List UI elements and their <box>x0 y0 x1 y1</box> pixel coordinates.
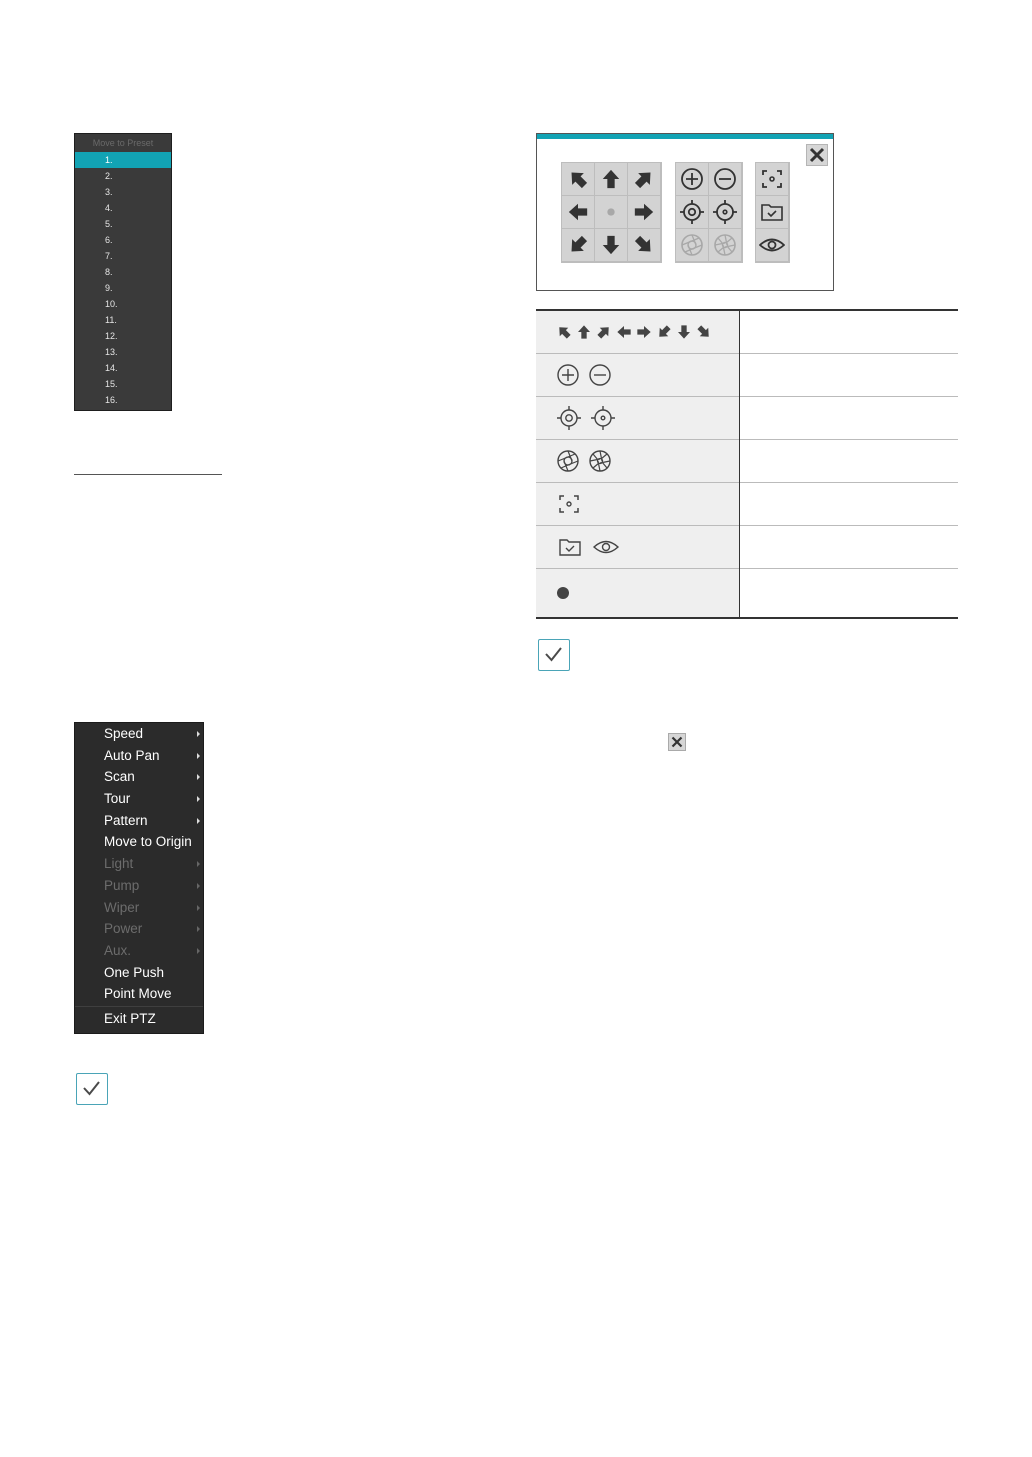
preset-item[interactable]: 4. <box>105 203 113 213</box>
submenu-arrow-icon <box>197 774 200 780</box>
submenu-arrow-icon <box>197 926 200 932</box>
table-row <box>536 354 958 397</box>
preset-item[interactable]: 3. <box>105 187 113 197</box>
table-row <box>536 440 958 483</box>
menu-item-pattern[interactable] <box>75 810 203 832</box>
menu-item-exit-ptz[interactable]: Exit PTZ <box>104 1010 156 1026</box>
zoom-in-icon[interactable] <box>676 163 709 196</box>
arrow-up-left-icon[interactable] <box>562 163 595 196</box>
iris-open-icon <box>556 449 580 473</box>
submenu-arrow-icon <box>197 905 200 911</box>
direction-pad <box>561 162 662 263</box>
arrow-down-icon[interactable] <box>595 229 628 262</box>
menu-item-label: Speed <box>104 726 144 741</box>
table-row <box>536 526 958 569</box>
submenu-arrow-icon <box>197 731 200 737</box>
preset-item[interactable]: 6. <box>105 235 113 245</box>
move-to-preset-menu <box>74 133 172 411</box>
iris-close-icon <box>709 229 742 262</box>
center-dot-icon[interactable] <box>595 196 628 229</box>
iris-close-icon <box>588 449 612 473</box>
menu-item-label: Light <box>104 856 134 872</box>
menu-item-one-push[interactable] <box>75 962 203 984</box>
ptz-context-menu <box>74 722 204 1034</box>
preset-item[interactable]: 13. <box>105 347 118 357</box>
ptz-menu-items <box>75 723 203 1005</box>
preset-icons <box>556 535 739 559</box>
table-row <box>536 483 958 526</box>
one-push-focus-icon[interactable] <box>756 163 789 196</box>
focus-near-icon <box>556 405 582 431</box>
ptz-control-panel <box>536 133 834 291</box>
close-icon[interactable] <box>806 144 828 166</box>
one-push-icon <box>556 492 739 516</box>
preset-list <box>75 152 171 408</box>
table-row <box>536 397 958 440</box>
zoom-out-icon[interactable] <box>709 163 742 196</box>
preset-item[interactable]: 11. <box>105 315 117 325</box>
iris-icons <box>556 449 739 473</box>
zoom-out-icon <box>588 363 612 387</box>
menu-item-aux <box>75 940 203 962</box>
menu-item-scan[interactable] <box>75 766 203 788</box>
menu-item-label: Auto Pan <box>104 747 160 763</box>
menu-item-label: Pattern <box>104 812 148 828</box>
point-move-dot-icon <box>556 586 739 600</box>
direction-arrows-icon <box>556 324 739 340</box>
submenu-arrow-icon <box>197 753 200 759</box>
preset-item[interactable]: 5. <box>105 219 113 229</box>
menu-item-wiper <box>75 897 203 919</box>
preset-item[interactable]: 2. <box>105 171 113 181</box>
submenu-arrow-icon <box>197 796 200 802</box>
lens-controls <box>675 162 743 263</box>
table-row <box>536 310 958 354</box>
focus-far-icon[interactable] <box>709 196 742 229</box>
menu-item-label: Power <box>104 921 143 937</box>
preset-folder-icon <box>556 535 584 559</box>
preset-item[interactable]: 9. <box>105 283 113 293</box>
ptz-icon-table <box>536 309 958 619</box>
submenu-arrow-icon <box>197 883 200 889</box>
arrow-up-right-icon[interactable] <box>628 163 661 196</box>
arrow-left-icon[interactable] <box>562 196 595 229</box>
preset-item[interactable]: 12. <box>105 331 118 341</box>
note-check-icon <box>76 1073 108 1105</box>
divider-line <box>74 474 222 475</box>
table-row <box>536 569 958 619</box>
submenu-arrow-icon <box>197 818 200 824</box>
menu-item-label: Scan <box>104 769 135 785</box>
arrow-down-left-icon[interactable] <box>562 229 595 262</box>
preset-item[interactable]: 10. <box>105 299 118 309</box>
submenu-arrow-icon <box>197 948 200 954</box>
menu-item-label: One Push <box>104 964 165 980</box>
preset-item[interactable]: 14. <box>105 363 118 373</box>
focus-icons <box>556 405 739 431</box>
focus-near-icon[interactable] <box>676 196 709 229</box>
submenu-arrow-icon <box>197 861 200 867</box>
arrow-up-icon[interactable] <box>595 163 628 196</box>
menu-item-label: Pump <box>104 877 140 893</box>
preset-folder-icon[interactable] <box>756 196 789 229</box>
menu-item-power <box>75 918 203 940</box>
menu-item-pump <box>75 875 203 897</box>
preset-view-icon[interactable] <box>756 229 789 262</box>
preset-item[interactable]: 15. <box>105 379 118 389</box>
preset-view-icon <box>592 535 620 559</box>
preset-menu-title: Move to Preset <box>92 138 154 148</box>
menu-item-tour[interactable] <box>75 788 203 810</box>
preset-item[interactable]: 16. <box>105 395 118 405</box>
preset-item[interactable]: 7. <box>105 251 113 261</box>
close-icon <box>668 733 686 751</box>
zoom-in-icon <box>556 363 580 387</box>
panel-title-bar <box>537 134 833 139</box>
menu-item-point-move[interactable] <box>75 983 203 1005</box>
menu-item-move-to-origin[interactable] <box>75 831 203 853</box>
menu-item-label: Tour <box>104 791 131 807</box>
menu-item-label: Aux. <box>104 942 132 958</box>
zoom-icons <box>556 363 739 387</box>
note-check-icon <box>538 639 570 671</box>
menu-item-light <box>75 853 203 875</box>
iris-open-icon <box>676 229 709 262</box>
arrow-down-right-icon[interactable] <box>628 229 661 262</box>
focus-far-icon <box>590 405 616 431</box>
menu-item-label: Move to Origin <box>104 834 192 850</box>
preset-item[interactable]: 8. <box>105 267 113 277</box>
menu-item-label: Point Move <box>104 986 172 1002</box>
preset-item[interactable]: 1. <box>75 152 171 168</box>
menu-item-label: Wiper <box>104 899 140 915</box>
menu-item-auto-pan[interactable] <box>75 745 203 767</box>
menu-item-speed[interactable] <box>75 723 203 745</box>
arrow-right-icon[interactable] <box>628 196 661 229</box>
function-controls <box>755 162 790 263</box>
